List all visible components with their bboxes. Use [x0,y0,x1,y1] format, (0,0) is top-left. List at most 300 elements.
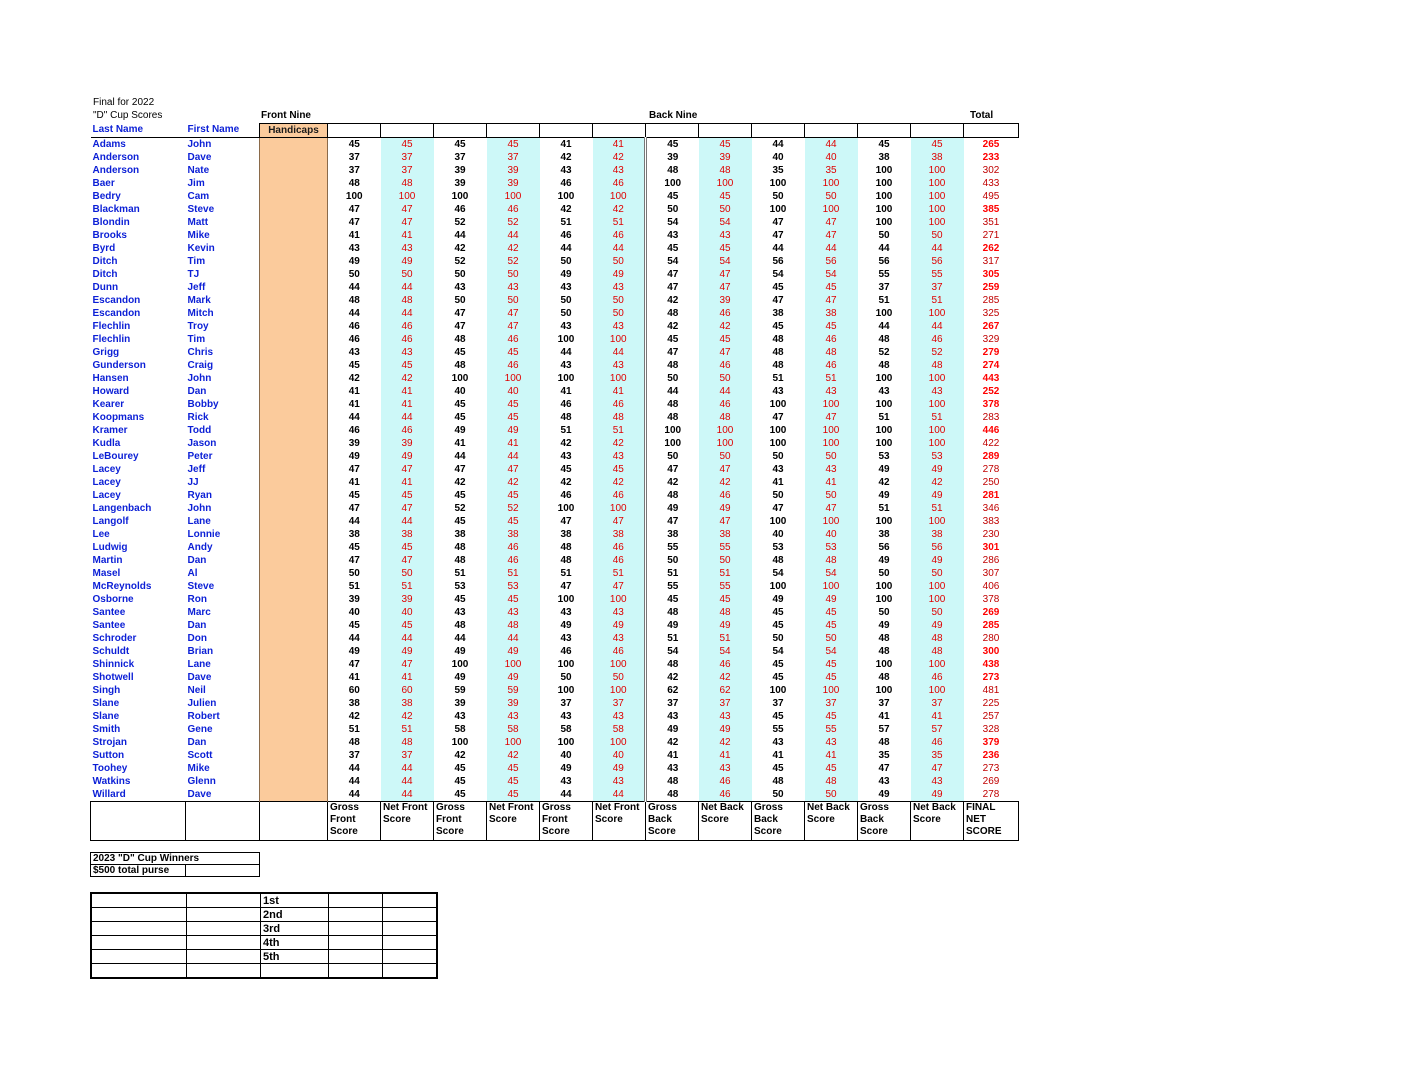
gross-back-score-cell: 100 [875,216,893,228]
handicap-cell [260,177,328,190]
footer-gross-back-2: Gross Back Score [752,802,805,841]
final-net-score-cell: 265 [982,138,1000,150]
net-back-score-cell: 43 [911,385,964,398]
handicap-cell [260,632,328,645]
gross-back-score-cell: 41 [646,749,699,762]
handicap-cell [260,736,328,749]
footer-label-row [91,802,1019,841]
net-back-score-cell: 48 [805,554,858,567]
final-net-score-cell: 302 [982,164,1000,176]
final-net-score-cell: 271 [982,229,1000,241]
gross-front-score-cell: 50 [560,307,572,319]
net-front-score-cell: 51 [487,567,540,580]
gross-back-score-cell: 48 [772,359,784,371]
handicap-cell [260,567,328,580]
net-back-score-cell: 46 [699,398,752,411]
gross-back-score-cell: 100 [875,164,893,176]
net-back-score-cell: 43 [805,385,858,398]
net-front-score-cell: 49 [487,671,540,684]
gross-back-score-cell: 48 [646,359,699,372]
final-net-score-cell: 285 [982,294,1000,306]
gross-front-score-cell: 47 [454,320,466,332]
gross-back-score-cell: 50 [772,450,784,462]
net-back-score-cell: 100 [805,424,858,437]
net-front-score-cell: 42 [487,749,540,762]
gross-front-score-cell: 45 [454,398,466,410]
header-box [646,124,699,138]
net-back-score-cell: 50 [911,606,964,619]
gross-back-score-cell: 56 [878,255,890,267]
first-name-cell: Ryan [187,489,212,501]
net-front-score-cell: 43 [593,710,646,723]
gross-front-score-cell: 100 [557,190,575,202]
score-rows [91,138,1019,802]
net-back-score-cell: 50 [699,450,752,463]
gross-front-score-cell: 46 [560,645,572,657]
gross-back-score-cell: 54 [646,255,699,268]
net-front-score-cell: 49 [381,645,434,658]
net-front-score-cell: 50 [593,294,646,307]
player-row [91,541,1019,554]
gross-front-score-cell: 45 [454,762,466,774]
net-back-score-cell: 48 [911,359,964,372]
player-row [91,450,1019,463]
place-blank [91,950,187,964]
net-back-score-cell: 47 [805,216,858,229]
net-back-score-cell: 37 [699,697,752,710]
gross-front-score-cell: 60 [348,684,360,696]
net-back-score-cell: 46 [699,307,752,320]
net-front-score-cell: 47 [487,307,540,320]
final-net-score-cell: 422 [982,437,1000,449]
footer-final-net-score: FINAL NET SCORE [964,802,1019,841]
gross-back-score-cell: 48 [646,398,699,411]
gross-back-score-cell: 49 [878,554,890,566]
net-back-score-cell: 54 [699,216,752,229]
net-front-score-cell: 48 [381,736,434,749]
net-front-score-cell: 100 [381,190,434,203]
final-net-score-cell: 283 [982,411,1000,423]
net-back-score-cell: 46 [699,658,752,671]
net-front-score-cell: 46 [487,541,540,554]
net-front-score-cell: 41 [381,398,434,411]
net-back-score-cell: 100 [805,177,858,190]
place-blank [91,922,187,936]
net-back-score-cell: 56 [805,255,858,268]
gross-back-score-cell: 45 [772,671,784,683]
gross-front-score-cell: 48 [348,736,360,748]
gross-front-score-cell: 45 [348,138,360,150]
net-back-score-cell: 35 [805,164,858,177]
net-front-score-cell: 47 [381,502,434,515]
net-front-score-cell: 50 [381,567,434,580]
net-front-score-cell: 45 [487,788,540,802]
gross-back-score-cell: 62 [646,684,699,697]
net-back-score-cell: 47 [805,411,858,424]
first-name-cell: Cam [187,190,210,202]
gross-front-score-cell: 46 [348,424,360,436]
net-front-score-cell: 47 [487,320,540,333]
gross-front-score-cell: 51 [560,567,572,579]
net-back-score-cell: 53 [805,541,858,554]
net-back-score-cell: 39 [699,294,752,307]
last-name-cell: Howard [92,385,130,397]
net-front-score-cell: 39 [381,593,434,606]
gross-front-score-cell: 48 [454,541,466,553]
gross-front-score-cell: 47 [348,203,360,215]
gross-front-score-cell: 37 [454,151,466,163]
gross-front-score-cell: 42 [454,242,466,254]
gross-front-score-cell: 52 [454,216,466,228]
gross-back-score-cell: 100 [769,684,787,696]
handicap-cell [260,463,328,476]
gross-front-score-cell: 47 [454,307,466,319]
net-back-score-cell: 48 [911,632,964,645]
gross-front-score-cell: 41 [348,476,360,488]
net-front-score-cell: 42 [593,437,646,450]
gross-back-score-cell: 48 [646,307,699,320]
net-back-score-cell: 47 [699,463,752,476]
gross-back-score-cell: 48 [878,359,890,371]
player-row [91,476,1019,489]
final-net-score-cell: 406 [982,580,1000,592]
gross-front-score-cell: 100 [451,190,469,202]
first-name-cell: Nate [187,164,210,176]
net-back-score-cell: 54 [805,567,858,580]
gross-back-score-cell: 47 [772,229,784,241]
gross-front-score-cell: 44 [348,632,360,644]
last-name-cell: Baer [92,177,115,189]
gross-back-score-cell: 50 [878,229,890,241]
gross-front-score-cell: 45 [454,346,466,358]
gross-front-score-cell: 50 [454,294,466,306]
gross-back-score-cell: 100 [646,424,699,437]
net-front-score-cell: 37 [381,151,434,164]
net-front-score-cell: 44 [381,411,434,424]
gross-front-score-cell: 47 [348,554,360,566]
last-name-cell: Lee [92,528,110,540]
net-back-score-cell: 47 [805,502,858,515]
net-back-score-cell: 49 [911,788,964,802]
net-front-score-cell: 47 [381,554,434,567]
handicap-cell [260,515,328,528]
final-net-score-cell: 438 [982,658,1000,670]
net-back-score-cell: 50 [699,203,752,216]
last-name-cell: Anderson [92,164,140,176]
gross-front-score-cell: 44 [348,307,360,319]
net-front-score-cell: 43 [593,320,646,333]
last-name-cell: Strojan [92,736,127,748]
final-net-score-cell: 443 [982,372,1000,384]
place-row [91,964,437,979]
gross-back-score-cell: 48 [878,632,890,644]
first-name-cell: Marc [187,606,211,618]
net-back-score-cell: 43 [805,463,858,476]
handicap-cell [260,411,328,424]
gross-back-score-cell: 47 [646,346,699,359]
place-blank [91,964,187,979]
place-blank [329,893,383,908]
gross-front-score-cell: 49 [560,762,572,774]
handicap-cell [260,502,328,515]
gross-front-score-cell: 100 [451,658,469,670]
net-back-score-cell: 56 [911,541,964,554]
first-name-cell: Gene [187,723,213,735]
net-back-score-cell: 45 [805,320,858,333]
gross-back-score-cell: 51 [646,567,699,580]
final-net-score-cell: 301 [982,541,1000,553]
last-name-cell: Lacey [92,489,121,501]
place-blank [329,908,383,922]
net-front-score-cell: 100 [593,736,646,749]
net-back-score-cell: 54 [699,255,752,268]
gross-back-score-cell: 47 [772,411,784,423]
last-name-cell: Schroder [92,632,137,644]
header-box [434,124,487,138]
net-back-score-cell: 35 [911,749,964,762]
last-name-cell: Gunderson [92,359,146,371]
place-label: 4th [261,936,329,950]
gross-back-score-cell: 100 [769,398,787,410]
handicap-cell [260,528,328,541]
net-back-score-cell: 45 [805,762,858,775]
handicap-cell [260,398,328,411]
net-front-score-cell: 46 [381,333,434,346]
first-name-cell: John [187,502,212,514]
first-name-cell: Brian [187,645,214,657]
net-back-score-cell: 45 [911,138,964,152]
column-header-row [91,124,1019,138]
handicap-cell [260,385,328,398]
last-name-cell: McReynolds [92,580,152,592]
net-front-score-cell: 44 [381,762,434,775]
gross-back-score-cell: 47 [646,515,699,528]
gross-front-score-cell: 44 [454,632,466,644]
gross-front-score-cell: 49 [348,450,360,462]
gross-front-score-cell: 100 [557,736,575,748]
gross-front-score-cell: 100 [345,190,363,202]
first-name-cell: Dan [187,736,207,748]
player-row [91,762,1019,775]
gross-front-score-cell: 48 [454,619,466,631]
player-row [91,151,1019,164]
gross-front-score-cell: 43 [560,710,572,722]
net-back-score-cell: 45 [805,658,858,671]
handicap-cell [260,775,328,788]
gross-front-score-cell: 48 [560,411,572,423]
net-front-score-cell: 60 [381,684,434,697]
gross-back-score-cell: 48 [646,606,699,619]
footer-gross-back-3: Gross Back Score [858,802,911,841]
gross-front-score-cell: 41 [560,138,572,150]
gross-back-score-cell: 56 [878,541,890,553]
last-name-cell: Toohey [92,762,128,774]
handicap-cell [260,359,328,372]
final-net-score-cell: 236 [982,749,1000,761]
gross-back-score-cell: 47 [646,463,699,476]
gross-front-score-cell: 41 [348,385,360,397]
gross-front-score-cell: 40 [454,385,466,397]
gross-front-score-cell: 37 [560,697,572,709]
net-front-score-cell: 45 [381,138,434,152]
last-name-cell: Adams [92,138,126,150]
net-front-score-cell: 100 [593,658,646,671]
header-box [699,124,752,138]
first-name-cell: Mike [187,762,210,774]
handicap-cell [260,242,328,255]
player-row [91,177,1019,190]
gross-front-score-cell: 48 [454,554,466,566]
footer-gross-front-1: Gross Front Score [328,802,381,841]
gross-front-score-cell: 43 [348,242,360,254]
player-row [91,203,1019,216]
net-back-score-cell: 45 [805,281,858,294]
handicap-cell [260,294,328,307]
gross-back-score-cell: 43 [646,762,699,775]
net-back-score-cell: 100 [911,216,964,229]
handicap-cell [260,424,328,437]
gross-back-score-cell: 49 [878,489,890,501]
net-front-score-cell: 44 [381,632,434,645]
net-front-score-cell: 48 [487,619,540,632]
gross-back-score-cell: 38 [646,528,699,541]
gross-front-score-cell: 51 [560,216,572,228]
purse-label: $500 total purse [91,865,186,877]
net-back-score-cell: 45 [699,333,752,346]
gross-back-score-cell: 42 [646,671,699,684]
gross-front-score-cell: 42 [560,476,572,488]
net-front-score-cell: 41 [381,385,434,398]
net-back-score-cell: 50 [805,788,858,802]
net-back-score-cell: 100 [805,684,858,697]
net-back-score-cell: 100 [805,203,858,216]
first-name-cell: Jason [187,437,217,449]
gross-front-score-cell: 42 [560,151,572,163]
gross-back-score-cell: 45 [646,138,699,152]
net-back-score-cell: 100 [805,515,858,528]
footer-blank [91,802,186,841]
gross-front-score-cell: 44 [348,762,360,774]
net-back-score-cell: 41 [699,749,752,762]
net-front-score-cell: 47 [487,463,540,476]
gross-back-score-cell: 37 [878,697,890,709]
first-name-cell: Dan [187,554,207,566]
gross-front-score-cell: 37 [348,749,360,761]
gross-front-score-cell: 43 [348,346,360,358]
net-front-score-cell: 100 [487,658,540,671]
net-front-score-cell: 51 [593,567,646,580]
net-front-score-cell: 37 [381,164,434,177]
gross-back-score-cell: 45 [646,242,699,255]
handicap-cell [260,281,328,294]
gross-back-score-cell: 35 [772,164,784,176]
final-net-score-cell: 346 [982,502,1000,514]
gross-back-score-cell: 50 [878,606,890,618]
gross-front-score-cell: 46 [348,320,360,332]
last-name-cell: Anderson [92,151,140,163]
final-net-score-cell: 250 [982,476,1000,488]
gross-front-score-cell: 100 [557,593,575,605]
gross-back-score-cell: 50 [646,450,699,463]
net-front-score-cell: 45 [487,593,540,606]
final-net-score-cell: 279 [982,346,1000,358]
gross-front-score-cell: 44 [348,775,360,787]
footer-net-front-1: Net Front Score [381,802,434,841]
gross-front-score-cell: 59 [454,684,466,696]
net-back-score-cell: 100 [911,203,964,216]
first-name-cell: Mark [187,294,211,306]
title-line-2: "D" Cup Scores [93,110,163,121]
gross-back-score-cell: 42 [646,294,699,307]
gross-back-score-cell: 48 [646,411,699,424]
net-back-score-cell: 38 [911,528,964,541]
gross-front-score-cell: 50 [560,671,572,683]
gross-back-score-cell: 44 [772,242,784,254]
player-row [91,216,1019,229]
first-name-cell: Lane [187,658,211,670]
back-nine-label: Back Nine [649,110,698,121]
net-back-score-cell: 45 [805,606,858,619]
gross-back-score-cell: 57 [878,723,890,735]
place-blank [329,950,383,964]
net-front-score-cell: 39 [487,164,540,177]
gross-front-score-cell: 43 [560,606,572,618]
gross-back-score-cell: 40 [772,528,784,540]
last-name-cell: Martin [92,554,123,566]
net-front-score-cell: 42 [487,242,540,255]
gross-back-score-cell: 42 [646,736,699,749]
gross-front-score-cell: 52 [454,502,466,514]
net-back-score-cell: 41 [805,749,858,762]
net-front-score-cell: 47 [381,463,434,476]
first-name-cell: Matt [187,216,209,228]
place-blank [329,922,383,936]
first-name-cell: Chris [187,346,214,358]
net-back-score-cell: 47 [699,268,752,281]
gross-back-score-cell: 41 [772,476,784,488]
gross-back-score-cell: 50 [646,554,699,567]
net-front-score-cell: 46 [487,203,540,216]
net-back-score-cell: 50 [805,190,858,203]
gross-back-score-cell: 45 [646,333,699,346]
net-back-score-cell: 42 [699,736,752,749]
footer-net-back-3: Net Back Score [911,802,964,841]
net-back-score-cell: 47 [805,294,858,307]
final-net-score-cell: 385 [982,203,1000,215]
net-back-score-cell: 49 [699,723,752,736]
gross-front-score-cell: 37 [348,151,360,163]
handicap-cell [260,333,328,346]
net-back-score-cell: 100 [911,424,964,437]
last-name-cell: Escandon [92,294,141,306]
net-back-score-cell: 100 [911,190,964,203]
net-front-score-cell: 46 [593,398,646,411]
first-name-cell: Todd [187,424,212,436]
net-front-score-cell: 46 [487,554,540,567]
handicap-cell [260,476,328,489]
first-name-cell: Lane [187,515,211,527]
gross-front-score-cell: 42 [348,710,360,722]
net-back-score-cell: 51 [805,372,858,385]
net-back-score-cell: 100 [911,398,964,411]
net-front-score-cell: 37 [487,151,540,164]
first-name-cell: Jeff [187,463,206,475]
last-name-cell: Willard [92,788,126,800]
final-net-score-cell: 252 [982,385,1000,397]
net-back-score-cell: 44 [805,138,858,152]
player-row [91,658,1019,671]
gross-front-score-cell: 43 [454,281,466,293]
